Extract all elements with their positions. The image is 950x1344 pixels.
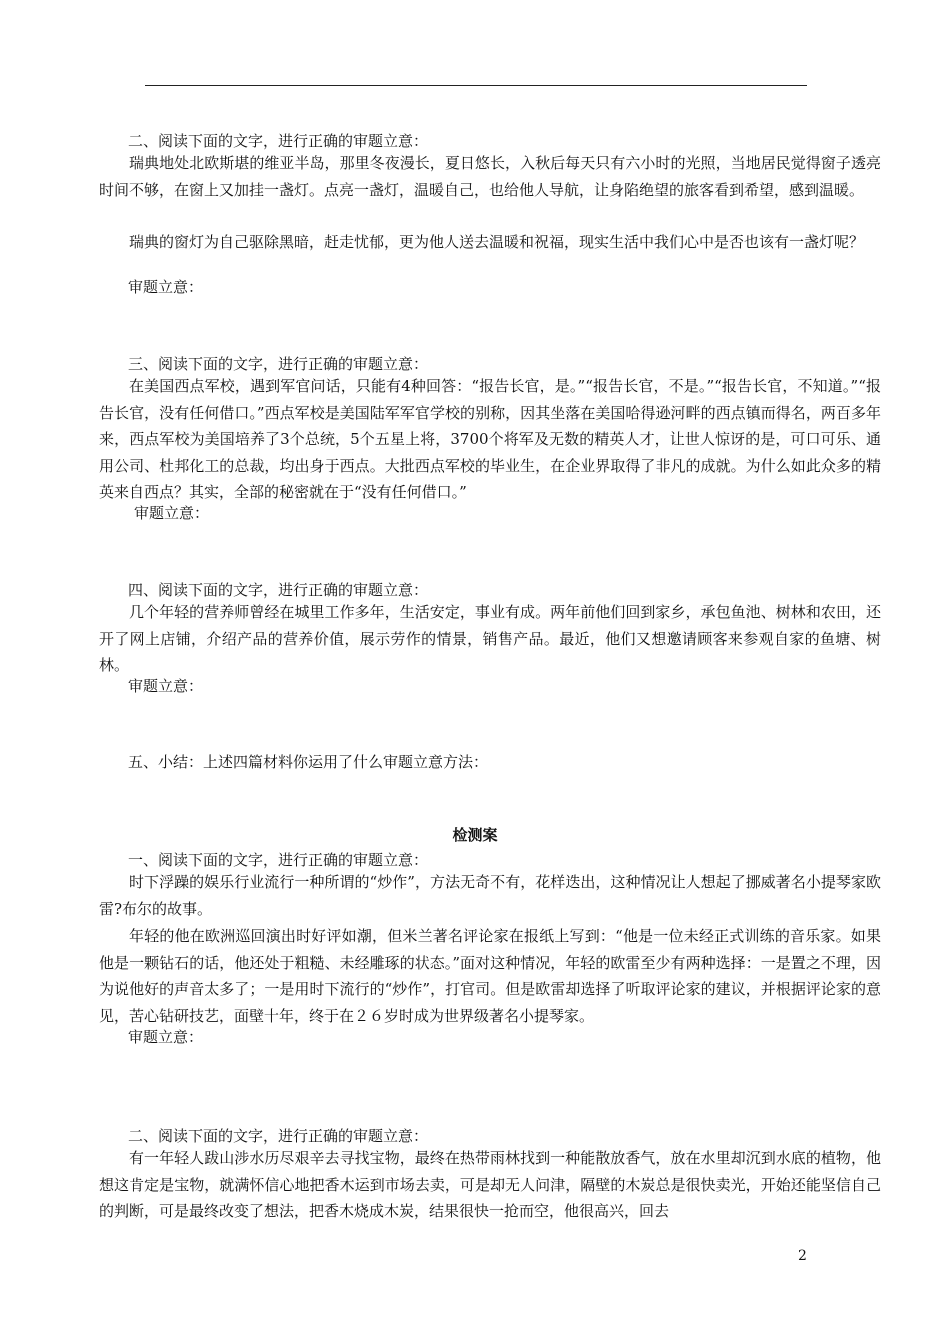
test-q1-heading: 一、阅读下面的文字，进行正确的审题立意： <box>128 851 429 869</box>
section2-heading: 二、阅读下面的文字，进行正确的审题立意： <box>128 132 429 150</box>
section5-heading: 五、小结：上述四篇材料你运用了什么审题立意方法： <box>128 753 489 771</box>
section3-prompt: 审题立意： <box>134 504 210 522</box>
section4-paragraph-1: 几个年轻的营养师曾经在城里工作多年，生活安定，事业有成。两年前他们回到家乡，承包鱼池、树林和农田，还开了网上店铺，介绍产品的营养价值，展示劳作的情景，销售产品。最近，他们又想邀请顾客来参观自家的鱼塘、树林。 <box>99 603 881 674</box>
test-q2-paragraph-1: 有一年轻人跋山涉水历尽艰辛去寻找宝物，最终在热带雨林找到一种能散放香气，放在水里却沉到水底的植物，他想这肯定是宝物，就满怀信心地把香木运到市场去卖，可是却无人问津，隔壁的木炭总是很快卖光，开始还能坚信自己的判断，可是最终改变了想法，把香木烧成木炭，结果很快一抢而空，他很高兴，回去 <box>99 1149 881 1220</box>
test-q1-prompt: 审题立意： <box>128 1028 204 1046</box>
section4-heading: 四、阅读下面的文字，进行正确的审题立意： <box>128 581 429 599</box>
section2-paragraph-1: 瑞典地处北欧斯堪的维亚半岛，那里冬夜漫长，夏日悠长，入秋后每天只有六小时的光照，当地居民觉得窗子透亮时间不够，在窗上又加挂一盏灯。点亮一盏灯，温暖自己，也给他人导航，让身陷绝望的旅客看到希望，感到温暖。 <box>99 154 881 199</box>
section3-paragraph-1: 在美国西点军校，遇到军官问话，只能有4种回答：“报告长官，是。”“报告长官，不是。”“报告长官，不知道。”“报告长官，没有任何借口。”西点军校是美国陆军军官学校的别称，因其坐落在美国哈得逊河畔的西点镇而得名，两百多年来，西点军校为美国培养了3个总统，5个五星上将，3700个将军及无数的精英人才，让世人惊讶的是，可口可乐、通用公司、杜邦化工的总裁，均出身于西点。大批西点军校的毕业生，在企业界取得了非凡的成就。为什么如此众多的精英来自西点？其实，全部的秘密就在于“没有任何借口。” <box>99 377 881 501</box>
section4-prompt: 审题立意： <box>128 677 204 695</box>
section2-paragraph-2: 瑞典的窗灯为自己驱除黑暗，赶走忧郁，更为他人送去温暖和祝福，现实生活中我们心中是否也该有一盏灯呢？ <box>129 233 865 251</box>
section3-heading: 三、阅读下面的文字，进行正确的审题立意： <box>128 355 429 373</box>
header-rule <box>145 85 807 86</box>
test-q1-paragraph-2: 年轻的他在欧洲巡回演出时好评如潮，但米兰著名评论家在报纸上写到：“他是一位未经正式训练的音乐家。如果他是一颗钻石的话，他还处于粗糙、未经雕琢的状态。”面对这种情况，年轻的欧雷至少有两种选择：一是置之不理，因为说他好的声音太多了；一是用时下流行的“炒作”，打官司。但是欧雷却选择了听取评论家的建议，并根据评论家的意见，苦心钻研技艺，面壁十年，终于在２６岁时成为世界级著名小提琴家。 <box>99 927 881 1025</box>
page-number: 2 <box>798 1248 807 1264</box>
section2-prompt: 审题立意： <box>128 278 204 296</box>
test-title: 检测案 <box>452 826 498 844</box>
test-q1-paragraph-1: 时下浮躁的娱乐行业流行一种所谓的“炒作”，方法无奇不有，花样迭出，这种情况让人想起了挪威著名小提琴家欧雷?布尔的故事。 <box>99 873 881 918</box>
test-q2-heading: 二、阅读下面的文字，进行正确的审题立意： <box>128 1127 429 1145</box>
